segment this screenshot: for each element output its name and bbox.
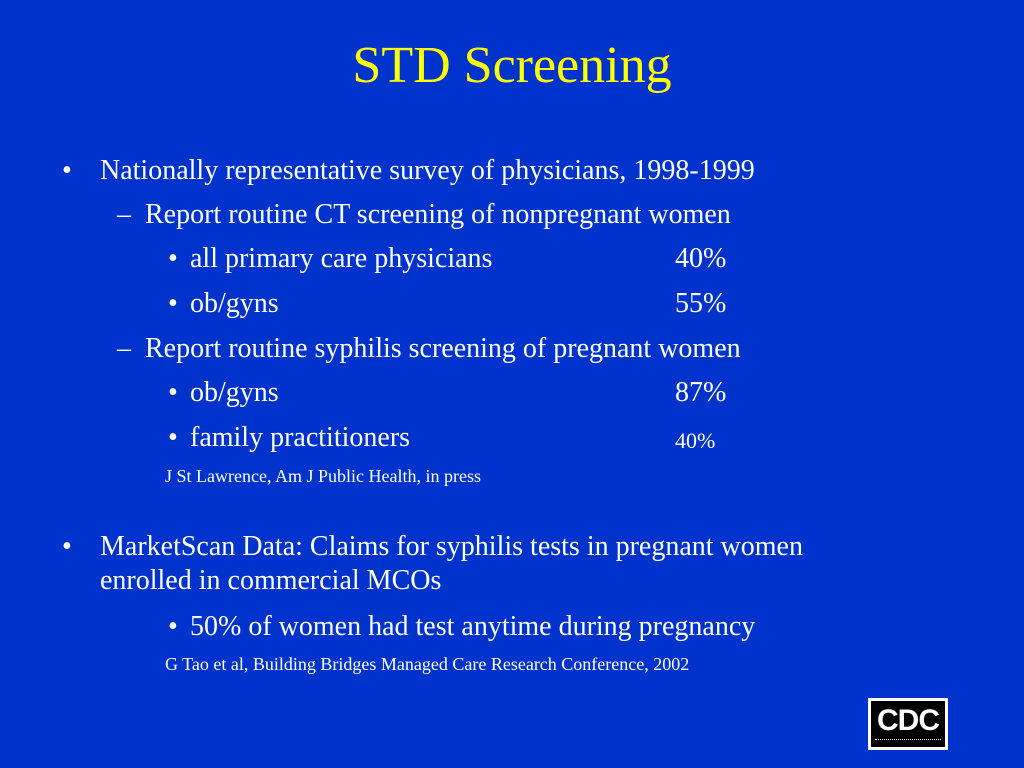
marketscan-bullet-text-line2: enrolled in commercial MCOs [100, 565, 442, 596]
bullet-marker: • [62, 531, 72, 562]
ct-item-label: all primary care physicians [190, 243, 493, 274]
ct-item-label: ob/gyns [190, 288, 279, 319]
cdc-logo-tagline-mark [875, 739, 941, 743]
syphilis-screening-text: Report routine syphilis screening of pregnant women [145, 333, 741, 364]
marketscan-citation: G Tao et al, Building Bridges Managed Care Research Conference, 2002 [165, 654, 690, 674]
survey-bullet-text: Nationally representative survey of physicians, 1998-1999 [100, 155, 755, 186]
dash-marker: – [117, 333, 131, 364]
bullet-marker: • [168, 243, 178, 274]
syphilis-item-value: 87% [675, 377, 727, 408]
bullet-marker: • [168, 611, 178, 642]
ct-item-value: 40% [675, 243, 727, 274]
slide-title: STD Screening [352, 37, 672, 94]
cdc-logo-icon [868, 698, 948, 750]
cdc-logo-inner [871, 701, 945, 747]
bullet-marker: • [168, 422, 178, 453]
bullet-marker: • [62, 155, 72, 186]
syphilis-item-label: ob/gyns [190, 377, 279, 408]
ct-item-value: 55% [675, 288, 727, 319]
bullet-marker: • [168, 377, 178, 408]
ct-screening-text: Report routine CT screening of nonpregnant women [145, 199, 731, 230]
marketscan-bullet-text-line1: MarketScan Data: Claims for syphilis tests in pregnant women [100, 531, 803, 562]
syphilis-item-value: 40% [675, 428, 716, 453]
marketscan-item: 50% of women had test anytime during pregnancy [190, 611, 756, 642]
cdc-logo-text: CDC [877, 704, 939, 737]
bullet-marker: • [168, 288, 178, 319]
syphilis-item-label: family practitioners [190, 422, 411, 453]
dash-marker: – [117, 199, 131, 230]
survey-citation: J St Lawrence, Am J Public Health, in press [165, 466, 481, 486]
